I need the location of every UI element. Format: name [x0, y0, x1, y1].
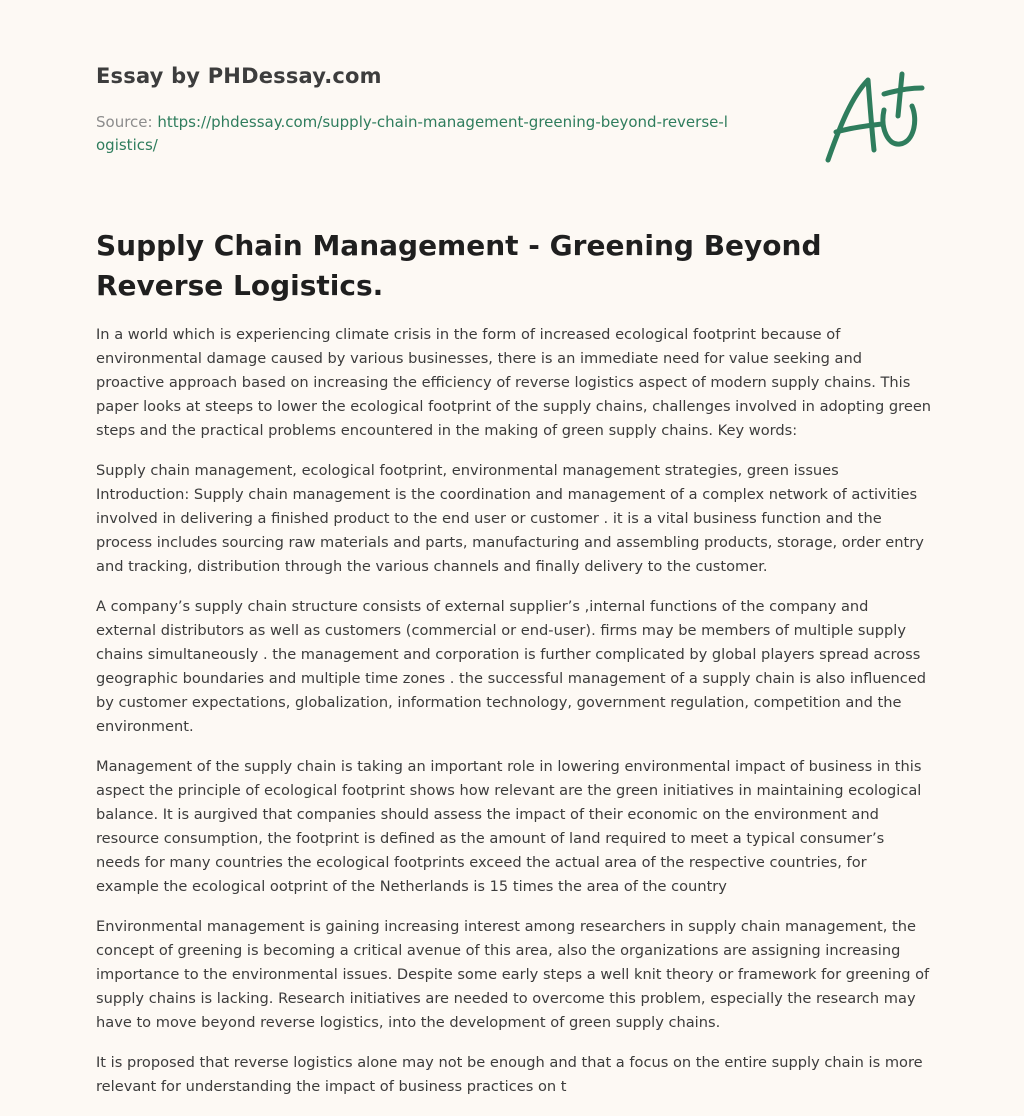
a-plus-logo-svg — [822, 66, 926, 166]
paragraph: A company’s supply chain structure consists of external supplier’s ,internal functions of the company and external distributors as well as customers (commercial or end-user). firms may be members of multiple supply chains simultaneously . the management and corporation is further complicated by global players spread across geographic boundaries and multiple time zones . the successful management of a supply chain is also influenced by customer expectations, globalization, information technology, government regulation, competition and the environment. — [96, 598, 927, 735]
source-link[interactable]: https://phdessay.com/supply-chain-management-greening-beyond-reverse-logistics/ — [96, 113, 728, 154]
paragraph: Management of the supply chain is taking an important role in lowering environmental impact of business in this aspect the principle of ecological footprint shows how relevant are the green initiatives in maintaining ecological balance. It is aurgived that companies should assess the impact of their economic on the environment and resource consumption, the footprint is defined as the amount of land required to meet a typical consumer’s needs for many countries the ecological footprints exceed the actual area of the respective countries, for example the ecological ootprint of the Netherlands is 15 times the area of the country — [96, 758, 922, 895]
article-title: Supply Chain Management - Greening Beyond Reverse Logistics. — [96, 229, 822, 302]
source-label: Source: — [96, 113, 153, 131]
paragraph: In a world which is experiencing climate crisis in the form of increased ecological footprint because of environmental damage caused by various businesses, there is an immediate need for value seeking and proactive approach based on increasing the efficiency of reverse logistics aspect of modern supply chains. This paper looks at steeps to lower the ecological footprint of the supply chains, challenges involved in adopting green steps and the practical problems encountered in the making of green supply chains. Key words: — [96, 326, 932, 439]
article-body — [96, 323, 932, 1115]
a-plus-logo-icon — [822, 66, 926, 166]
source-line — [96, 111, 736, 157]
site-title: Essay by PHDessay.com — [96, 64, 382, 88]
page-header — [96, 0, 946, 180]
paragraph: It is proposed that reverse logistics alone may not be enough and that a focus on the entire supply chain is more relevant for understanding the impact of business practices on t — [96, 1054, 923, 1095]
paragraph: Environmental management is gaining increasing interest among researchers in supply chain management, the concept of greening is becoming a critical avenue of this area, also the organizations are assigning increasing importance to the environmental issues. Despite some early steps a well knit theory or framework for greening of supply chains is lacking. Research initiatives are needed to overcome this problem, especially the research may have to move beyond reverse logistics, into the development of green supply chains. — [96, 918, 930, 1031]
paragraph: Supply chain management, ecological footprint, environmental management strategies, green issues Introduction: Supply chain management is the coordination and management of a complex network of activities involved in delivering a finished product to the end user or customer . it is a vital business function and the process includes sourcing raw materials and parts, manufacturing and assembling products, storage, order entry and tracking, distribution through the various channels and finally delivery to the customer. — [96, 462, 924, 575]
